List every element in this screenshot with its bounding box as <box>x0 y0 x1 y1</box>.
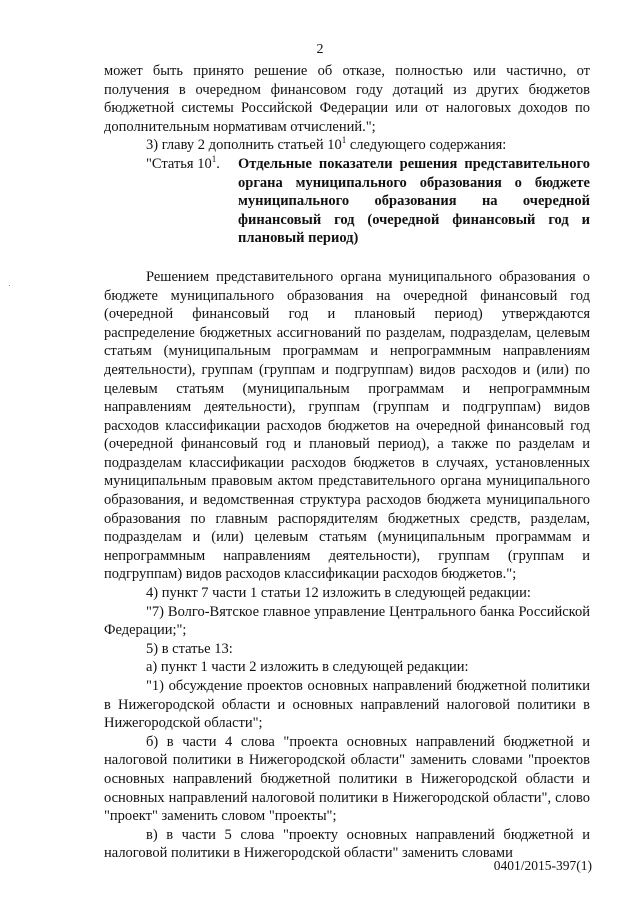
item-3-superscript: 1 <box>341 135 347 146</box>
article-body-paragraph: Решением представительного органа муниципального образования о бюджете муниципального образования на очередной финансовый год (очередной финансовый год и плановый период) утверждаются распределение бюджетных ассигнований по разделам, подразделам, целевым статьям (муниципальным программам и непрограммным направлениям деятельности), группам (группам и подгруппам) видов расходов и (или) по целевым статьям (муниципальным программам и непрограммным направлениям деятельности), группам (группам и подгруппам) видов расходов классификации расходов бюджетов на очередной финансовый год (очередной финансовый год и плановый период), а также по разделам и подразделам классификации расходов бюджетов в случаях, установленных муниципальным правовым актом представительного органа муниципального образования, и ведомственная структура расходов бюджета муниципального образования по главным распорядителям бюджетных средств, разделам, подразделам и (или) целевым статьям (муниципальным программам и непрограммным направлениям деятельности), группам (группам и подгруппам) видов расходов классификации расходов бюджетов."; <box>104 268 590 583</box>
paragraph-item-5: 5) в статье 13: <box>146 640 233 657</box>
paragraph-continuation: может быть принято решение об отказе, полностью или частично, от получения в очередном финансовом году дотаций из других бюджетов бюджетной системы Российской Федерации или от налоговых доходов по дополнительным нормативам отчислений."; <box>104 63 590 135</box>
item-3-text-start: 3) главу 2 дополнить статьей 10 <box>146 137 342 154</box>
paragraph-item-5b: б) в части 4 слова "проекта основных направлений бюджетной и налоговой политики в Нижегородской области" заменить словами "проектов основных направлений бюджетной политики в Нижегородской области и основных направлений налоговой политики в Нижегородской области", слово "проект" заменить словом "проекты"; <box>104 733 590 825</box>
document-body <box>104 62 590 863</box>
paragraph-item-5v: в) в части 5 слова "проекту основных направлений бюджетной и налоговой политики в Нижегородской области" заменить словами <box>104 826 590 862</box>
document-number: 0401/2015-397(1) <box>493 858 592 873</box>
paragraph-item-4-text: "7) Волго-Вятское главное управление Центрального банка Российской Федерации;"; <box>104 603 590 639</box>
article-title: Отдельные показатели решения представительного органа муниципального образования о бюджете муниципального образования на очередной финансовый год (очередной финансовый год и плановый период) <box>238 155 590 247</box>
article-label-superscript: 1 <box>211 154 217 165</box>
article-heading <box>104 155 590 248</box>
paragraph-item-5a-text: "1) обсуждение проектов основных направлений бюджетной политики в Нижегородской области и основных направлений налоговой политики в Нижегородской области"; <box>104 678 590 732</box>
article-label-end: . <box>216 155 220 172</box>
paragraph-item-3 <box>104 136 590 155</box>
article-label-start: "Статья 10 <box>146 155 212 172</box>
paragraph-item-4: 4) пункт 7 части 1 статьи 12 изложить в следующей редакции: <box>146 585 531 602</box>
paragraph-item-5a: а) пункт 1 части 2 изложить в следующей редакции: <box>146 659 469 676</box>
scan-speck <box>9 285 10 286</box>
page-number: 2 <box>316 42 324 57</box>
item-3-text-end: следующего содержания: <box>346 137 507 154</box>
spacer <box>104 248 590 268</box>
article-label <box>104 155 238 248</box>
